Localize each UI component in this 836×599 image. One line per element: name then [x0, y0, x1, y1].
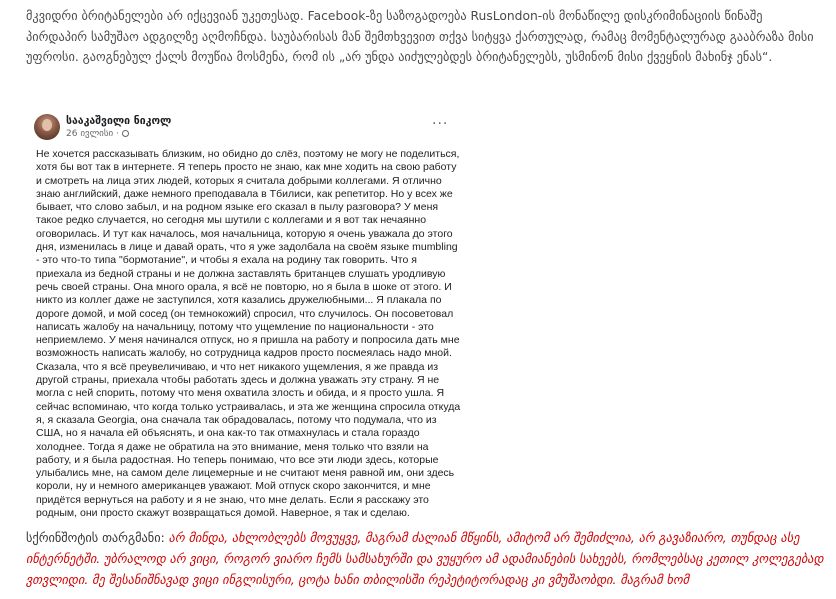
globe-icon [122, 130, 129, 137]
avatar-face [42, 119, 52, 131]
post-body-text: Не хочется рассказывать близким, но обидно до слёз, поэтому не могу не поделиться, хотя бы вот так в интернете. Я теперь просто не знаю, как мне ходить на свою работу и смотреть на лица этих людей, которых я считала добрыми коллегами. Я отлично знаю английский, даже немного преподавала в Тбилиси, как репетитор. Но у всех же бывает, что слово забыл, и на родном языке его сказал в пылу разговора? У меня такое редко случается, но сегодня мы шутили с коллегами и я вот так нечаянно оговорилась. И тут как началось, моя начальница, которую я очень уважала до этого дня, изменилась в лице и давай орать, что я уже задолбала на своём языке mumbling - это что-то типа "бормотание", и чтобы я ехала на родину так говорить. Что я приехала из бедной страны и не должна заставлять британцев слушать уродливую речь своей страны. Она много орала, я всё не повторю, но я была в шоке от этого. И никто из коллег даже не заступился, хотя казались дружелюбными... Я плакала по дороге домой, и мой сосед (он темнокожий) спросил, что случилось. Он посоветовал написать жалобу на начальницу, потому что ущемление по национальности - это неприемлемо. У меня начинался отпуск, но я пришла на работу и попросила дать мне возможность написать жалобу, но сотрудница кадров просто посмеялась надо мной. Сказала, что я всё преувеличиваю, и что нет никакого ущемления, я же правда из другой страны, приехала чтобы работать здесь и должна уважать эту страну. Я не могла с ней спорить, потому что меня охватила злость и обида, и я просто ушла. Я сейчас вспоминаю, что когда только устраивалась, и эта же женщина спросила откуда я, я сказала Georgia, она сначала так обрадовалась, потому что подумала, что из США, но я начала ей объяснять, и она как-то так отмахнулась и стала гораздо холоднее. Тогда я даже не обратила на это внимание, меня только что взяли на работу, и я была радостная. Но теперь понимаю, что все эти люди здесь, которые улыбались мне, на самом деле лицемерные и не считают меня равной им, они здесь короли, ну и немного американцев уважают. Мой отпуск скоро закончится, и мне придётся вернуться на работу и я не знаю, что мне делать. Если я расскажу это родным, они просто скажут возвращаться домой. Наверное, я так и сделаю. [36, 148, 461, 520]
post-date-text: 26 ივლისი · [66, 129, 119, 139]
translation-label: სქრინშოტის თარგმანი: [26, 531, 169, 545]
post-date [66, 129, 129, 139]
translation-paragraph [26, 528, 826, 591]
facebook-post-screenshot [22, 108, 462, 520]
more-options-icon[interactable]: ··· [432, 116, 449, 132]
intro-paragraph: მკვიდრი ბრიტანელები არ იქცევიან უკეთესად. Facebook-ზე საზოგადოება RusLondon-ის მონაწილე დისკრიმინაციის წინაშე პირდაპირ სამუშაო ადგილზე აღმოჩნდა. საუბარისას მან შემთხვევით თქვა სიტყვა ქართულად, რამაც მომენტალურად გააბრაზა მისი უფროსი. გაოგნებულ ქალს მოუწია მოსმენა, რომ ის „არ უნდა აიძულებდეს ბრიტანელებს, უსმინონ მისი ქვეყნის მახინჯ ენას“. [26, 9, 814, 64]
translation-text: არ მინდა, ახლობლებს მოვუყვე, მაგრამ ძალიან მწყინს, ამიტომ არ შემიძლია, არ გავაზიარო, თუნდაც ასე ინტერნეტში. უბრალოდ არ ვიცი, როგორ ვიარო ჩემს სამსახურში და ვუყურო ამ ადამიანების სახეებს, რომლებსაც კეთილ კოლეგებად ვთვლიდი. მე შესანიშნავად ვიცი ინგლისური, ცოტა ხანი თბილისში რეპეტიტორადაც კი ვმუშაობდი. მაგრამ ხომ [26, 531, 824, 587]
avatar[interactable] [34, 114, 60, 140]
post-author-name[interactable]: სააკაშვილი ნიკოლ [66, 115, 172, 127]
